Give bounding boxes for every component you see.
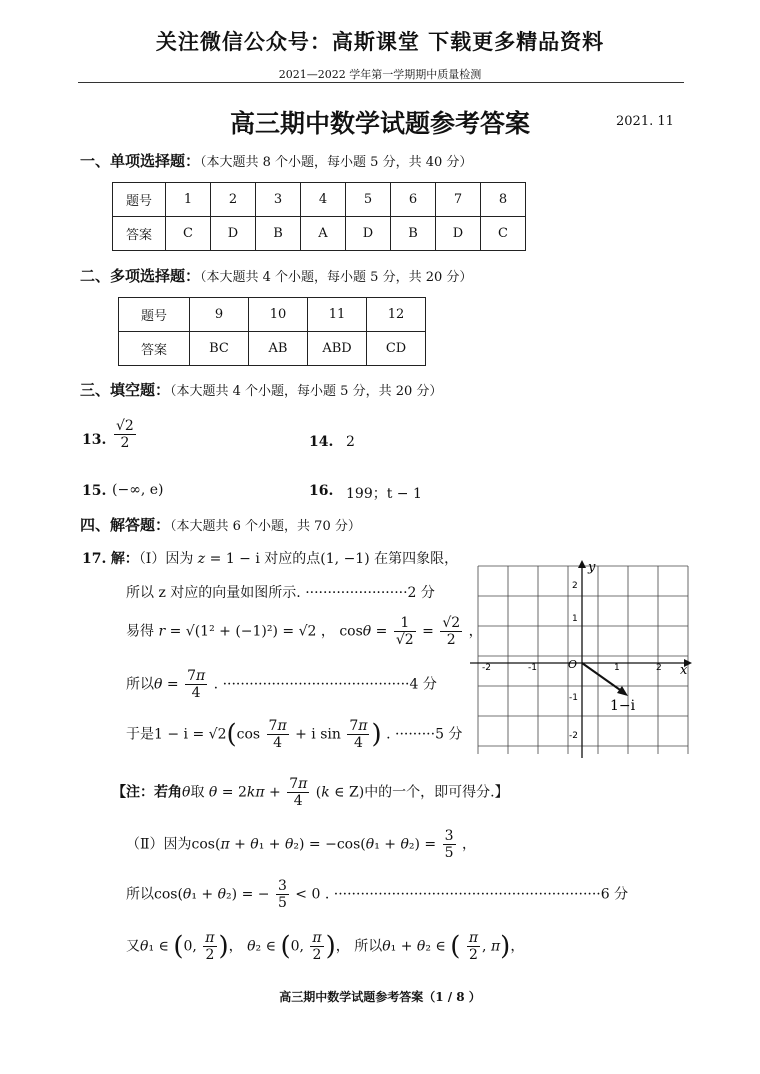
q17-line2-text: 所以 z 对应的向量如图所示. (126, 585, 301, 601)
y-tick: 1 (572, 614, 578, 624)
q17-end: 在第四象限， (374, 551, 459, 567)
q17-jie: 解： (110, 551, 139, 567)
section-2-heading (80, 265, 472, 286)
q17-line8-mid: 所以 (354, 938, 383, 955)
q17-part2-intro: （Ⅱ）因为 (126, 836, 192, 853)
section-3-title: 三、填空题： (80, 381, 171, 399)
q17-line-3: 易得 r = √(1² + (−1)²) = √2 ， cosθ = $\frac{1}{√2}$ = $\frac{√2}{2}$ ， (126, 615, 483, 648)
table-row (119, 298, 426, 332)
vector-arrowhead (617, 686, 628, 696)
y-axis-arrow (578, 560, 586, 568)
section-4-heading (80, 514, 361, 535)
q17-line8-prefix: 又 (126, 938, 140, 955)
q13-label: 13. (82, 432, 107, 448)
x-tick: 2 (656, 663, 662, 673)
note-mid: 取 (190, 784, 205, 801)
x-tick: -1 (528, 663, 537, 673)
section-2-title: 二、多项选择题： (80, 267, 201, 285)
table-row (119, 332, 426, 366)
answer-cell: C (481, 217, 526, 251)
question-number: 5 (346, 183, 391, 217)
y-tick: 2 (572, 581, 578, 591)
section-1-title: 一、单项选择题： (80, 152, 201, 170)
q17-line5-prefix: 于是 (126, 726, 154, 743)
table-row (113, 217, 526, 251)
question-number: 8 (481, 183, 526, 217)
section-1-heading (80, 150, 472, 171)
q17-score-2: 2 分 (407, 585, 435, 601)
answer-cell: D (346, 217, 391, 251)
question-number: 9 (190, 298, 249, 332)
q17-line-2: 所以 z 对应的向量如图所示. ·······················2 分 (126, 585, 435, 601)
q17-line-8: 又θ₁ ∈ (0, $\frac{\pi}{2}$ )， θ₂ ∈ (0, $\frac{\pi}{2}$ )， 所以θ₁ + θ₂ ∈ ( $\frac{\pi}{2}$ , π)， (126, 930, 525, 963)
q17-line7-prefix: 所以 (126, 886, 154, 903)
q17-score-5: 5 分 (435, 726, 463, 743)
q13-answer: $\frac{√2}{2}$ (116, 418, 134, 451)
row-label: 题号 (119, 298, 190, 332)
question-number: 12 (367, 298, 426, 332)
q17-line3-prefix: 易得 (126, 623, 154, 640)
page-title: 高三期中数学试题参考答案 (229, 109, 530, 138)
q17-line-4: 所以θ = $\frac{7\pi}{4}$ . ··········································4 分 (126, 668, 437, 701)
point-label: 1−i (610, 698, 636, 714)
answer-cell: D (436, 217, 481, 251)
q17-note: 【注：若角θ取 θ = 2kπ + $\frac{7\pi}{4}$ (k ∈ Z)中的一个，即可得分.】 (112, 776, 509, 809)
question-number: 10 (249, 298, 308, 332)
answer-cell: B (391, 217, 436, 251)
question-number: 2 (211, 183, 256, 217)
note-open: 【注：若角 (112, 784, 182, 801)
x-axis-label: x (680, 663, 688, 678)
q17-intro: （Ⅰ）因为 (138, 551, 194, 567)
answer-cell: CD (367, 332, 426, 366)
q17-line-5: 于是1 − i = √2(cos $\frac{7\pi}{4}$ + i sin $\frac{7\pi}{4}$ ) . ·········5 分 (126, 718, 463, 751)
question-number: 6 (391, 183, 436, 217)
row-label: 答案 (113, 217, 166, 251)
complex-plane-graph (470, 558, 698, 760)
answer-cell: AB (249, 332, 308, 366)
question-number: 1 (166, 183, 211, 217)
multiple-choice-table (118, 297, 426, 366)
q16-answer: 199；t − 1 (346, 486, 422, 502)
section-3-note: （本大题共 4 个小题，每小题 5 分，共 20 分） (170, 384, 443, 399)
single-choice-table (112, 182, 526, 251)
question-number: 7 (436, 183, 481, 217)
question-number: 4 (301, 183, 346, 217)
y-tick: -2 (569, 731, 578, 741)
origin-label: O (568, 658, 578, 671)
section-3-heading (80, 379, 442, 400)
date: 2021. 11 (616, 114, 674, 129)
q14-answer: 2 (346, 434, 355, 450)
table-row (113, 183, 526, 217)
section-2-note: （本大题共 4 个小题，每小题 5 分，共 20 分） (200, 270, 473, 285)
q17-label: 17. (82, 551, 107, 567)
question-number: 11 (308, 298, 367, 332)
question-number: 3 (256, 183, 301, 217)
section-4-title: 四、解答题： (80, 516, 171, 534)
q17-line-6: （Ⅱ）因为cos(π + θ₁ + θ₂) = −cos(θ₁ + θ₂) = $\frac{3}{5}$ ， (126, 828, 476, 861)
q17-score-6: 6 分 (600, 886, 629, 903)
answer-cell: B (256, 217, 301, 251)
row-label: 答案 (119, 332, 190, 366)
q17-score-4: 4 分 (409, 676, 437, 693)
header-rule (78, 82, 684, 83)
x-tick: 1 (614, 663, 620, 673)
x-tick: -2 (482, 663, 491, 673)
q17-mid: 对应的点 (264, 551, 321, 567)
answer-cell: D (211, 217, 256, 251)
answer-cell: ABD (308, 332, 367, 366)
q15-label: 15. (82, 483, 107, 499)
q17-line-1: 17. 解：（Ⅰ）因为 z = 1 − i 对应的点(1, −1) 在第四象限， (82, 551, 459, 567)
y-axis-label: y (588, 560, 596, 575)
note-end: 中的一个，即可得分.】 (364, 784, 509, 801)
answer-cell: A (301, 217, 346, 251)
q15-answer: (−∞, e) (112, 482, 164, 498)
q17-line4-prefix: 所以 (126, 676, 154, 693)
q16-label: 16. (309, 483, 334, 499)
q17-line-7: 所以cos(θ₁ + θ₂) = − $\frac{3}{5}$ < 0 . ····························································6 分 (126, 878, 629, 911)
exam-subheader: 2021—2022 学年第一学期期中质量检测 (278, 68, 482, 81)
page-footer: 高三期中数学试题参考答案（1 / 8 ） (279, 990, 481, 1004)
y-tick: -1 (569, 693, 578, 703)
answer-cell: C (166, 217, 211, 251)
banner: 关注微信公众号：高斯课堂 下载更多精品资料 (155, 30, 605, 54)
q14-label: 14. (309, 434, 334, 450)
row-label: 题号 (113, 183, 166, 217)
section-1-note: （本大题共 8 个小题，每小题 5 分，共 40 分） (200, 155, 473, 170)
axes (470, 562, 690, 758)
section-4-note: （本大题共 6 个小题，共 70 分） (170, 519, 361, 534)
grid (478, 566, 688, 754)
answer-cell: BC (190, 332, 249, 366)
